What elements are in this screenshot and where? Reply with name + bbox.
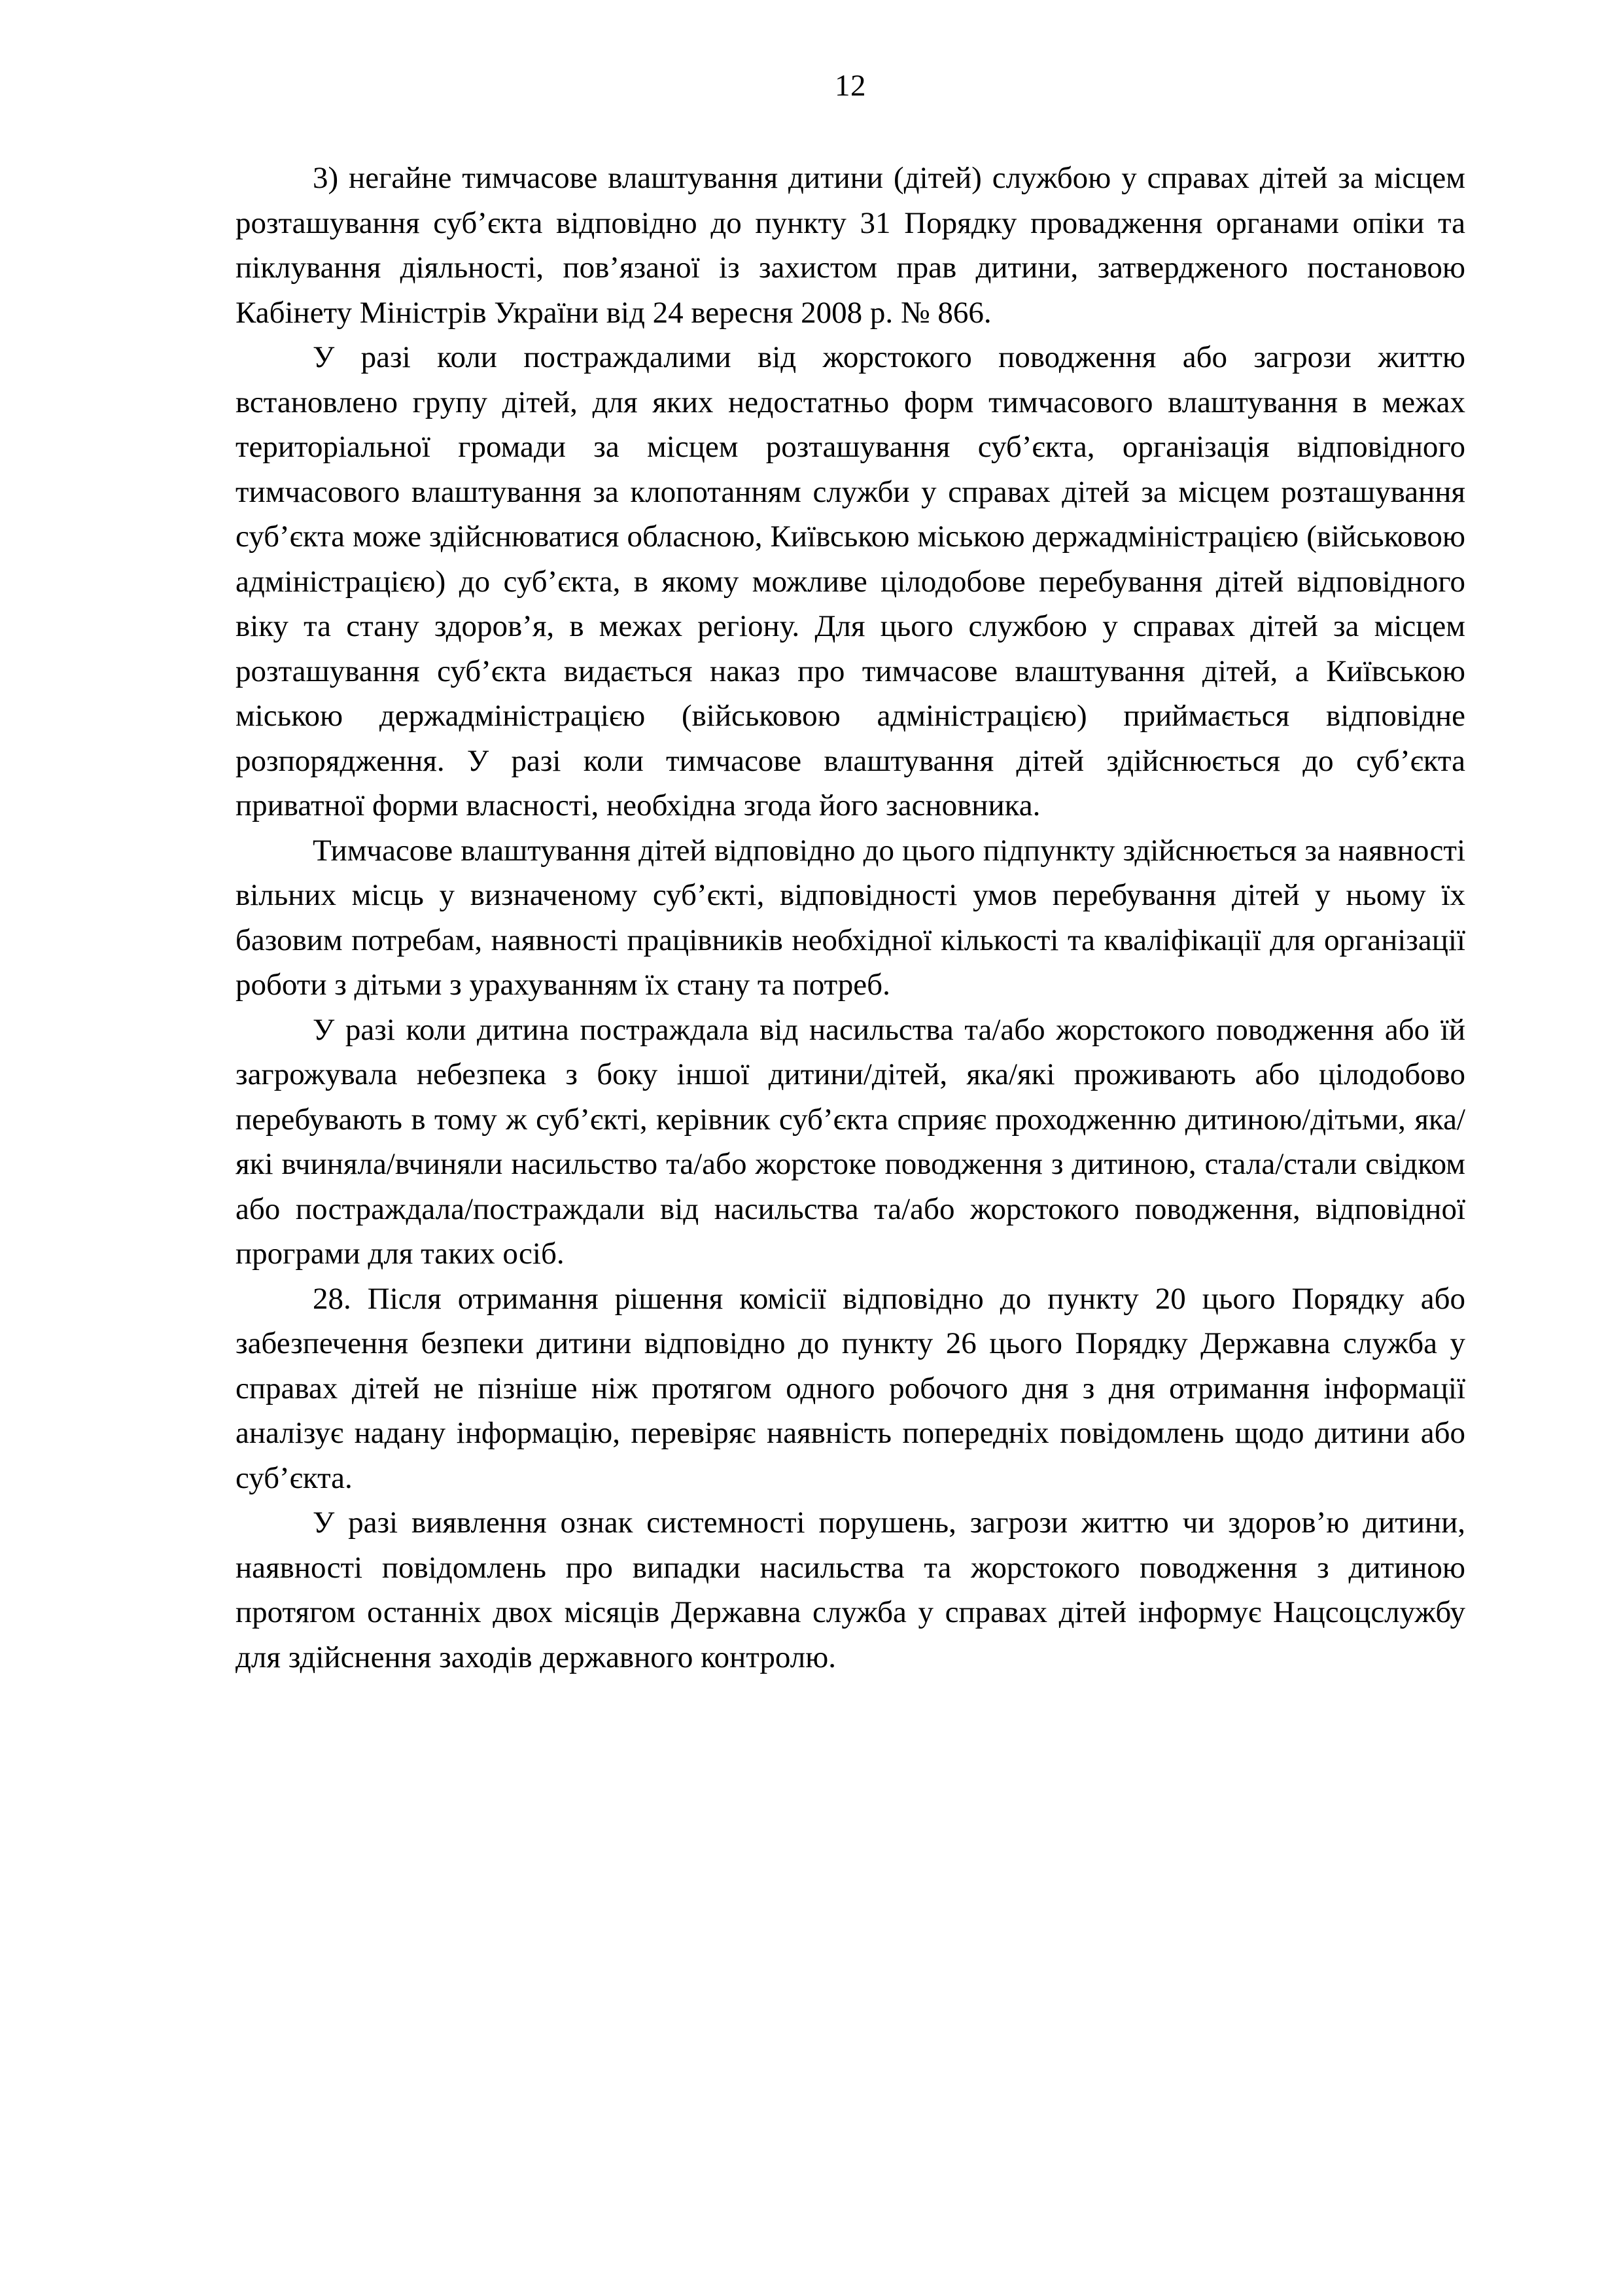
- paragraph: 3) негайне тимчасове влаштування дитини (дітей) службою у справах дітей за місцем розташування суб’єкта відповідно до пункту 31 Порядку провадження органами опіки та піклування діяльності, пов’язаної із захистом прав дитини, затвердженого постановою Кабінету Міністрів України від 24 вересня 2008 р. № 866.: [236, 161, 1465, 330]
- paragraph: 28. Після отримання рішення комісії відповідно до пункту 20 цього Порядку або забезпечення безпеки дитини відповідно до пункту 26 цього Порядку Державна служба у справах дітей не пізніше ніж протягом одного робочого дня з дня отримання інформації аналізує надану інформацію, перевіряє наявність попередніх повідомлень щодо дитини або суб’єкта.: [236, 1281, 1465, 1495]
- paragraph: У разі коли постраждалими від жорстокого поводження або загрози життю встановлено групу дітей, для яких недостатньо форм тимчасового влаштування в межах територіальної громади за місцем розташування суб’єкта, організація відповідного тимчасового влаштування за клопотанням служби у справах дітей за місцем розташування суб’єкта може здійснюватися обласною, Київською міською держадміністрацією (військовою адміністрацією) до суб’єкта, в якому можливе цілодобове перебування дітей відповідного віку та стану здоров’я, в межах регіону. Для цього службою у справах дітей за місцем розташування суб’єкта видається наказ про тимчасове влаштування дітей, а Київською міською держадміністрацією (військовою адміністрацією) приймається відповідне розпорядження. У разі коли тимчасове влаштування дітей здійснюється до суб’єкта приватної форми власності, необхідна згода його засновника.: [236, 340, 1465, 822]
- body-text-column: [236, 156, 1465, 1680]
- paragraph: У разі виявлення ознак системності порушень, загрози життю чи здоров’ю дитини, наявності повідомлень про випадки насильства та жорстокого поводження з дитиною протягом останніх двох місяців Державна служба у справах дітей інформує Нацсоцслужбу для здійснення заходів державного контролю.: [236, 1506, 1465, 1674]
- paragraph: У разі коли дитина постраждала від насильства та/або жорстокого поводження або їй загрожувала небезпека з боку іншої дитини/дітей, яка/які проживають або цілодобово перебувають в тому ж суб’єкті, керівник суб’єкта сприяє проходженню дитиною/дітьми, яка/які вчиняла/вчиняли насильство та/або жорстоке поводження з дитиною, стала/стали свідком або постраждала/постраждали від насильства та/або жорстокого поводження, відповідної програми для таких осіб.: [236, 1012, 1465, 1271]
- page-number: 12: [835, 69, 866, 103]
- paragraph: Тимчасове влаштування дітей відповідно до цього підпункту здійснюється за наявності вільних місць у визначеному суб’єкті, відповідності умов перебування дітей у ньому їх базовим потребам, наявності працівників необхідної кількості та кваліфікації для організації роботи з дітьми з урахуванням їх стану та потреб.: [236, 833, 1465, 1002]
